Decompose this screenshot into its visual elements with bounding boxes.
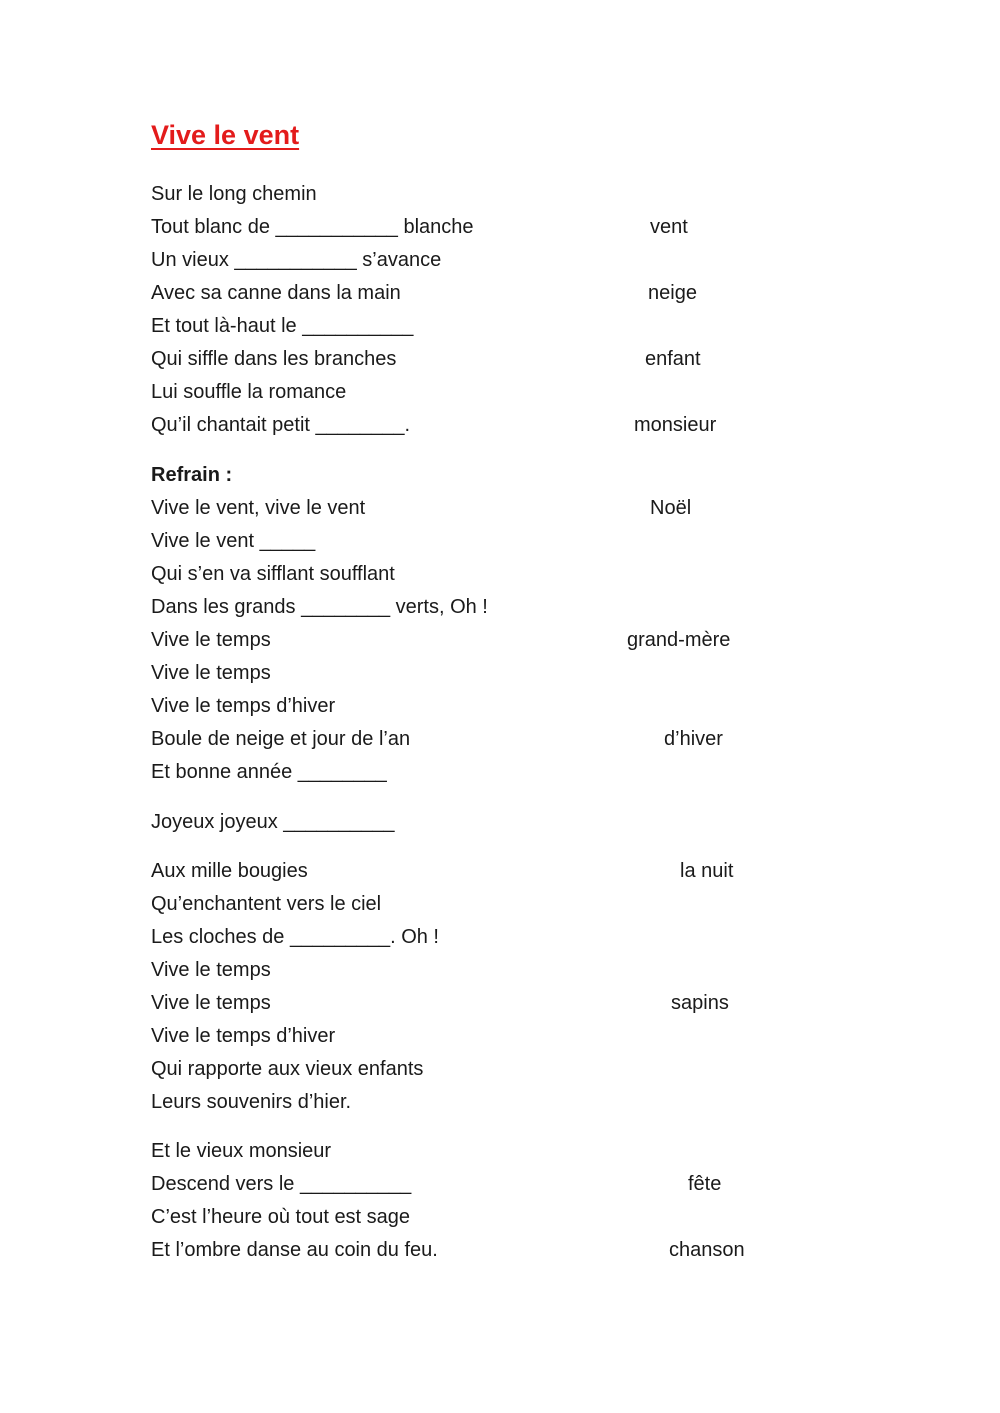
lyric-line: Descend vers le __________ [151,1173,412,1195]
word-bank-item: enfant [645,348,701,370]
worksheet-title: Vive le vent [151,120,300,150]
lyric-line: Qu’enchantent vers le ciel [151,893,382,915]
lyric-line: Vive le temps [151,629,271,651]
word-bank-item: d’hiver [664,728,723,750]
lyric-line: Vive le temps d’hiver [151,1025,336,1047]
lyric-line: Vive le temps [151,662,271,684]
lyric-line: Lui souffle la romance [151,381,347,403]
lyric-line: Boule de neige et jour de l’an [151,728,411,750]
word-bank-item: la nuit [680,860,734,882]
refrain-heading: Refrain : [151,464,233,486]
lyric-line: Les cloches de _________. Oh ! [151,926,439,948]
word-bank-item: grand-mère [627,629,731,651]
word-bank-item: vent [650,216,688,238]
lyric-line: Vive le vent, vive le vent [151,497,366,519]
lyric-line: Sur le long chemin [151,183,317,205]
lyric-line: Dans les grands ________ verts, Oh ! [151,596,488,618]
lyric-line: Aux mille bougies [151,860,308,882]
lyric-line: Vive le temps d’hiver [151,695,336,717]
word-bank-item: sapins [671,992,729,1014]
word-bank-item: Noël [650,497,692,519]
word-bank-item: fête [688,1173,722,1195]
lyric-line: Qui s’en va sifflant soufflant [151,563,395,585]
lyric-line: Leurs souvenirs d’hier. [151,1091,352,1113]
lyric-line: Avec sa canne dans la main [151,282,401,304]
lyric-line: Tout blanc de ___________ blanche [151,216,474,238]
word-bank-item: chanson [669,1239,745,1261]
lyric-line: Et tout là-haut le __________ [151,315,414,337]
lyric-line: Et l’ombre danse au coin du feu. [151,1239,438,1261]
lyric-line: Qui rapporte aux vieux enfants [151,1058,424,1080]
word-bank-item: monsieur [634,414,717,436]
lyric-line: Vive le vent _____ [151,530,316,552]
lyric-line: Joyeux joyeux __________ [151,811,395,833]
lyric-line: Un vieux ___________ s’avance [151,249,442,271]
lyric-line: Qui siffle dans les branches [151,348,397,370]
word-bank-item: neige [648,282,697,304]
lyric-line: Vive le temps [151,992,271,1014]
lyric-line: Et le vieux monsieur [151,1140,332,1162]
lyric-line: Vive le temps [151,959,271,981]
lyric-line: Et bonne année ________ [151,761,387,783]
lyric-line: C’est l’heure où tout est sage [151,1206,411,1228]
lyric-line: Qu’il chantait petit ________. [151,414,411,436]
